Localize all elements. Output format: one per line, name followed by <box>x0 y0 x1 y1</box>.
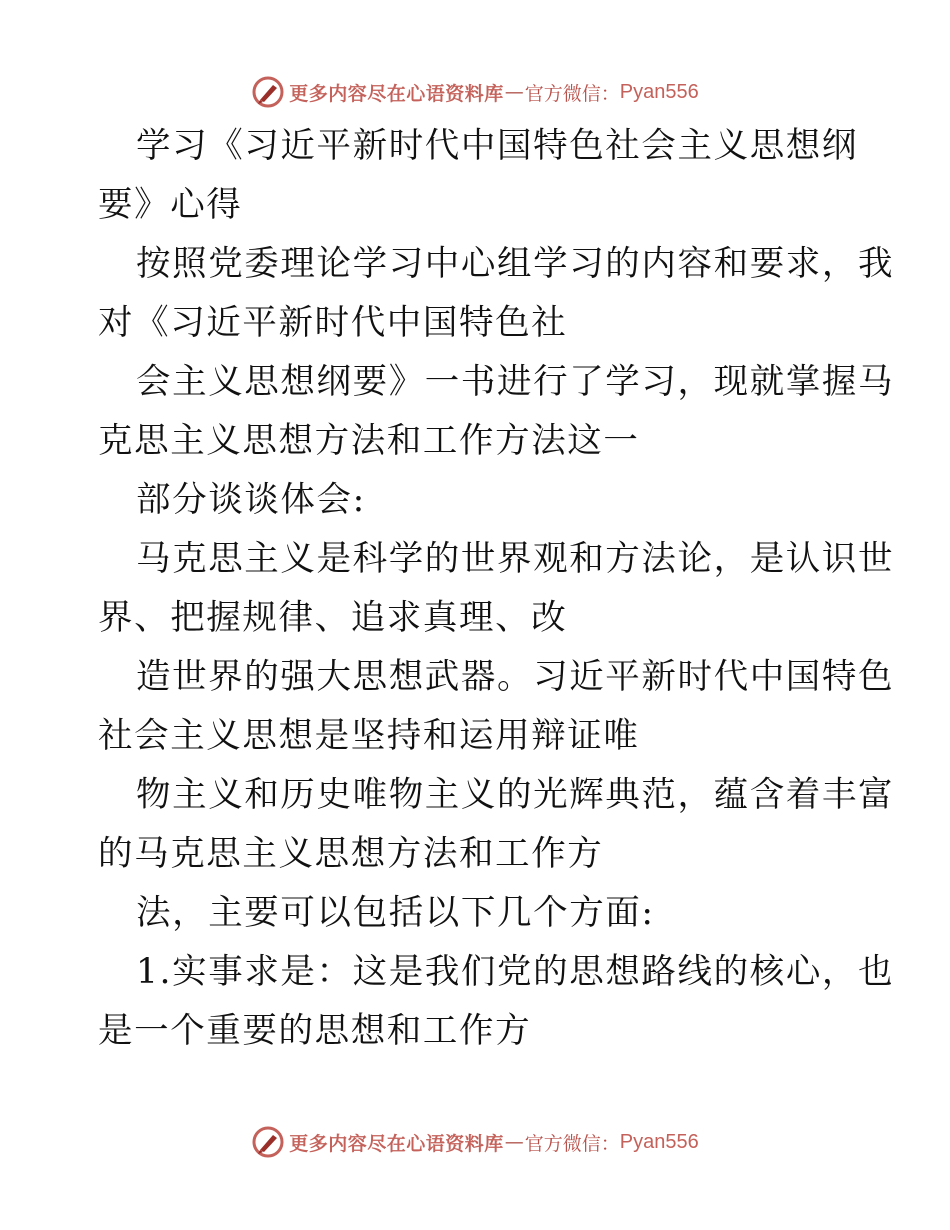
pen-logo-icon <box>251 1125 285 1159</box>
footer-banner <box>0 1122 950 1162</box>
paragraph-line: 物主义和历史唯物主义的光辉典范，蕴含着丰富 <box>136 775 895 815</box>
footer-slogan: 更多内容尽在心语资料库 <box>289 1132 504 1155</box>
paragraph-line: 会主义思想纲要》一书进行了学习，现就掌握马 <box>136 362 895 402</box>
header-wechat-label: 官方微信： <box>524 82 620 105</box>
paragraph-line: 社会主义思想是坚持和运用辩证唯 <box>98 716 640 756</box>
document-title-line-1: 学习《习近平新时代中国特色社会主义思想纲 <box>136 126 858 166</box>
paragraph-line: 按照党委理论学习中心组学习的内容和要求，我 <box>136 244 895 284</box>
header-slogan: 更多内容尽在心语资料库 <box>289 82 504 105</box>
paragraph-line: 马克思主义是科学的世界观和方法论，是认识世 <box>136 539 895 579</box>
paragraph-line: 部分谈谈体会: <box>136 480 366 520</box>
header-wechat-id: Pyan556 <box>619 80 699 103</box>
paragraph-line: 造世界的强大思想武器。习近平新时代中国特色 <box>136 657 895 697</box>
list-item-line: 是一个重要的思想和工作方 <box>98 1011 532 1051</box>
paragraph-line: 对《习近平新时代中国特色社 <box>98 303 568 343</box>
footer-wechat-label: 官方微信： <box>524 1132 620 1155</box>
paragraph-line: 界、把握规律、追求真理、改 <box>98 598 568 638</box>
pen-logo-icon <box>251 75 285 109</box>
paragraph-line: 克思主义思想方法和工作方法这一 <box>98 421 640 461</box>
header-banner <box>0 72 950 112</box>
document-body <box>98 117 895 1061</box>
header-separator: — <box>504 81 524 103</box>
footer-separator: — <box>504 1131 524 1153</box>
list-item-line: 1.实事求是：这是我们党的思想路线的核心，也 <box>136 952 895 992</box>
paragraph-line: 的马克思主义思想方法和工作方 <box>98 834 604 874</box>
paragraph-line: 法，主要可以包括以下几个方面: <box>136 893 655 933</box>
footer-wechat-id: Pyan556 <box>619 1130 699 1153</box>
document-title-line-2: 要》心得 <box>98 185 243 225</box>
